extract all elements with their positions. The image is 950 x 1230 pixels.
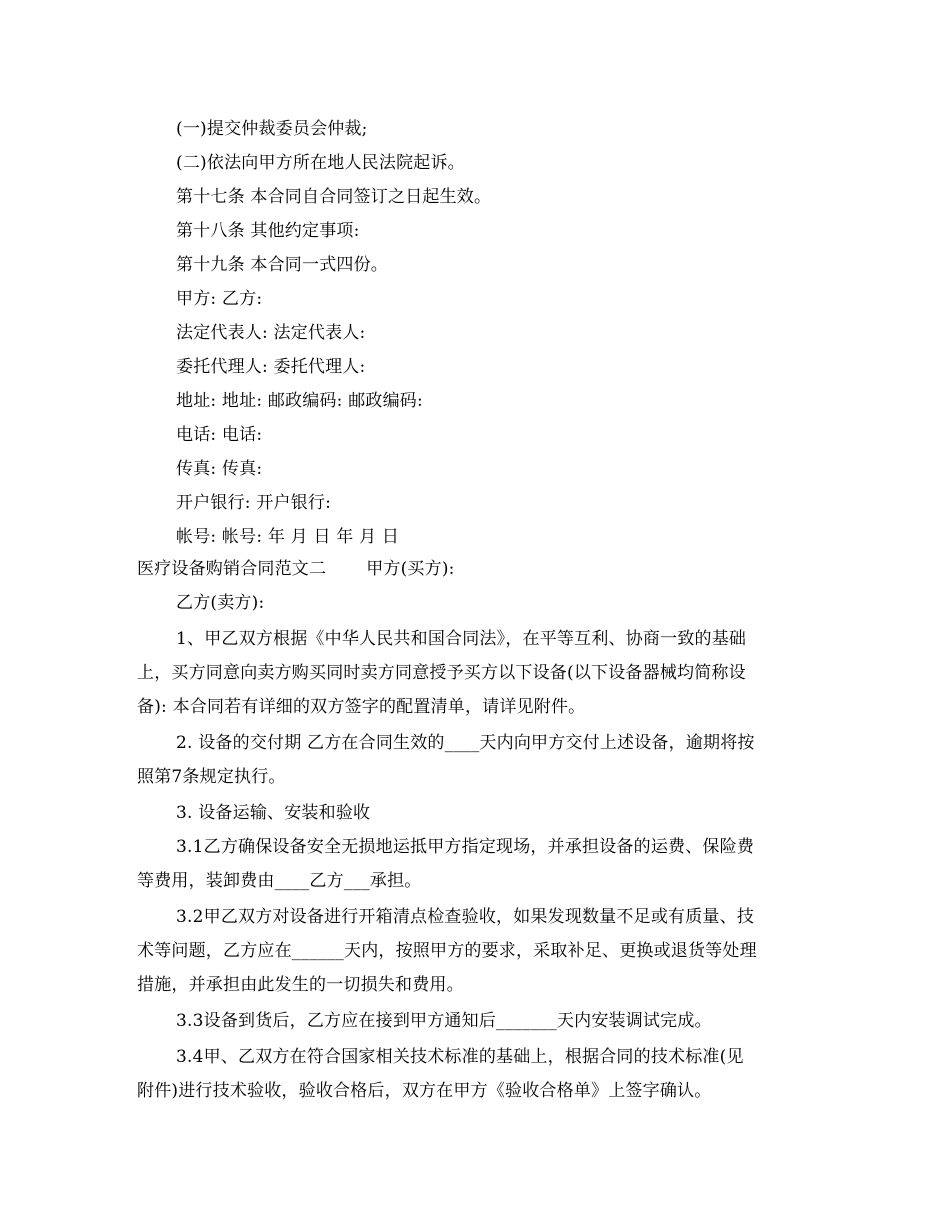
clause-3-2-line-1: 3.2甲乙双方对设备进行开箱清点检查验收，如果发现数量不足或有质量、技 <box>176 907 755 927</box>
clause-1-line-3: 备): 本合同若有详细的双方签字的配置清单，请详见附件。 <box>137 697 586 717</box>
clause-3-heading: 3. 设备运输、安装和验收 <box>176 803 371 823</box>
clause-2-line-1: 2. 设备的交付期 乙方在合同生效的____天内向甲方交付上述设备，逾期将按 <box>176 733 755 753</box>
seller-label: 乙方(卖方): <box>176 593 265 613</box>
clause-3-4-line-1: 3.4甲、乙双方在符合国家相关技术标准的基础上，根据合同的技术标准(见 <box>176 1047 744 1067</box>
article-17: 第十七条 本合同自合同签订之日起生效。 <box>176 187 492 207</box>
clause-3-2-line-2: 术等问题，乙方应在______天内，按照甲方的要求，采取补足、更换或退货等处理 <box>137 941 757 961</box>
clause-3-1-line-2: 等费用，装卸费由____乙方___承担。 <box>137 871 422 891</box>
clause-3-1-line-1: 3.1乙方确保设备安全无损地运抵甲方指定现场，并承担设备的运费、保险费 <box>176 837 755 857</box>
arbitration-clause-1: (一)提交仲裁委员会仲裁; <box>176 119 368 139</box>
section-heading-line <box>137 558 455 580</box>
buyer-label: 甲方(买方): <box>366 559 455 579</box>
account-date-line: 帐号: 帐号: 年 月 日 年 月 日 <box>176 527 400 547</box>
phone-line: 电话: 电话: <box>176 425 263 445</box>
clause-3-2-line-3: 措施，并承担由此发生的一切损失和费用。 <box>137 975 464 995</box>
clause-1-line-2: 上，买方同意向卖方购买同时卖方同意授予买方以下设备(以下设备器械均简称设 <box>137 663 746 683</box>
party-line: 甲方: 乙方: <box>176 289 263 309</box>
clause-2-line-2: 照第7条规定执行。 <box>137 767 286 787</box>
clause-3-4-line-2: 附件)进行技术验收，验收合格后，双方在甲方《验收合格单》上签字确认。 <box>137 1081 712 1101</box>
address-line: 地址: 地址: 邮政编码: 邮政编码: <box>176 391 423 411</box>
article-18: 第十八条 其他约定事项: <box>176 221 360 241</box>
authorized-agent-line: 委托代理人: 委托代理人: <box>176 357 366 377</box>
clause-1-line-1: 1、甲乙双方根据《中华人民共和国合同法》，在平等互利、协商一致的基础 <box>176 629 747 649</box>
article-19: 第十九条 本合同一式四份。 <box>176 255 389 275</box>
contract-title: 医疗设备购销合同范文二 <box>137 559 327 579</box>
legal-representative-line: 法定代表人: 法定代表人: <box>176 323 366 343</box>
clause-3-3: 3.3设备到货后，乙方应在接到甲方通知后_______天内安装调试完成。 <box>176 1011 712 1031</box>
arbitration-clause-2: (二)依法向甲方所在地人民法院起诉。 <box>176 153 465 173</box>
bank-line: 开户银行: 开户银行: <box>176 493 332 513</box>
fax-line: 传真: 传真: <box>176 459 263 479</box>
